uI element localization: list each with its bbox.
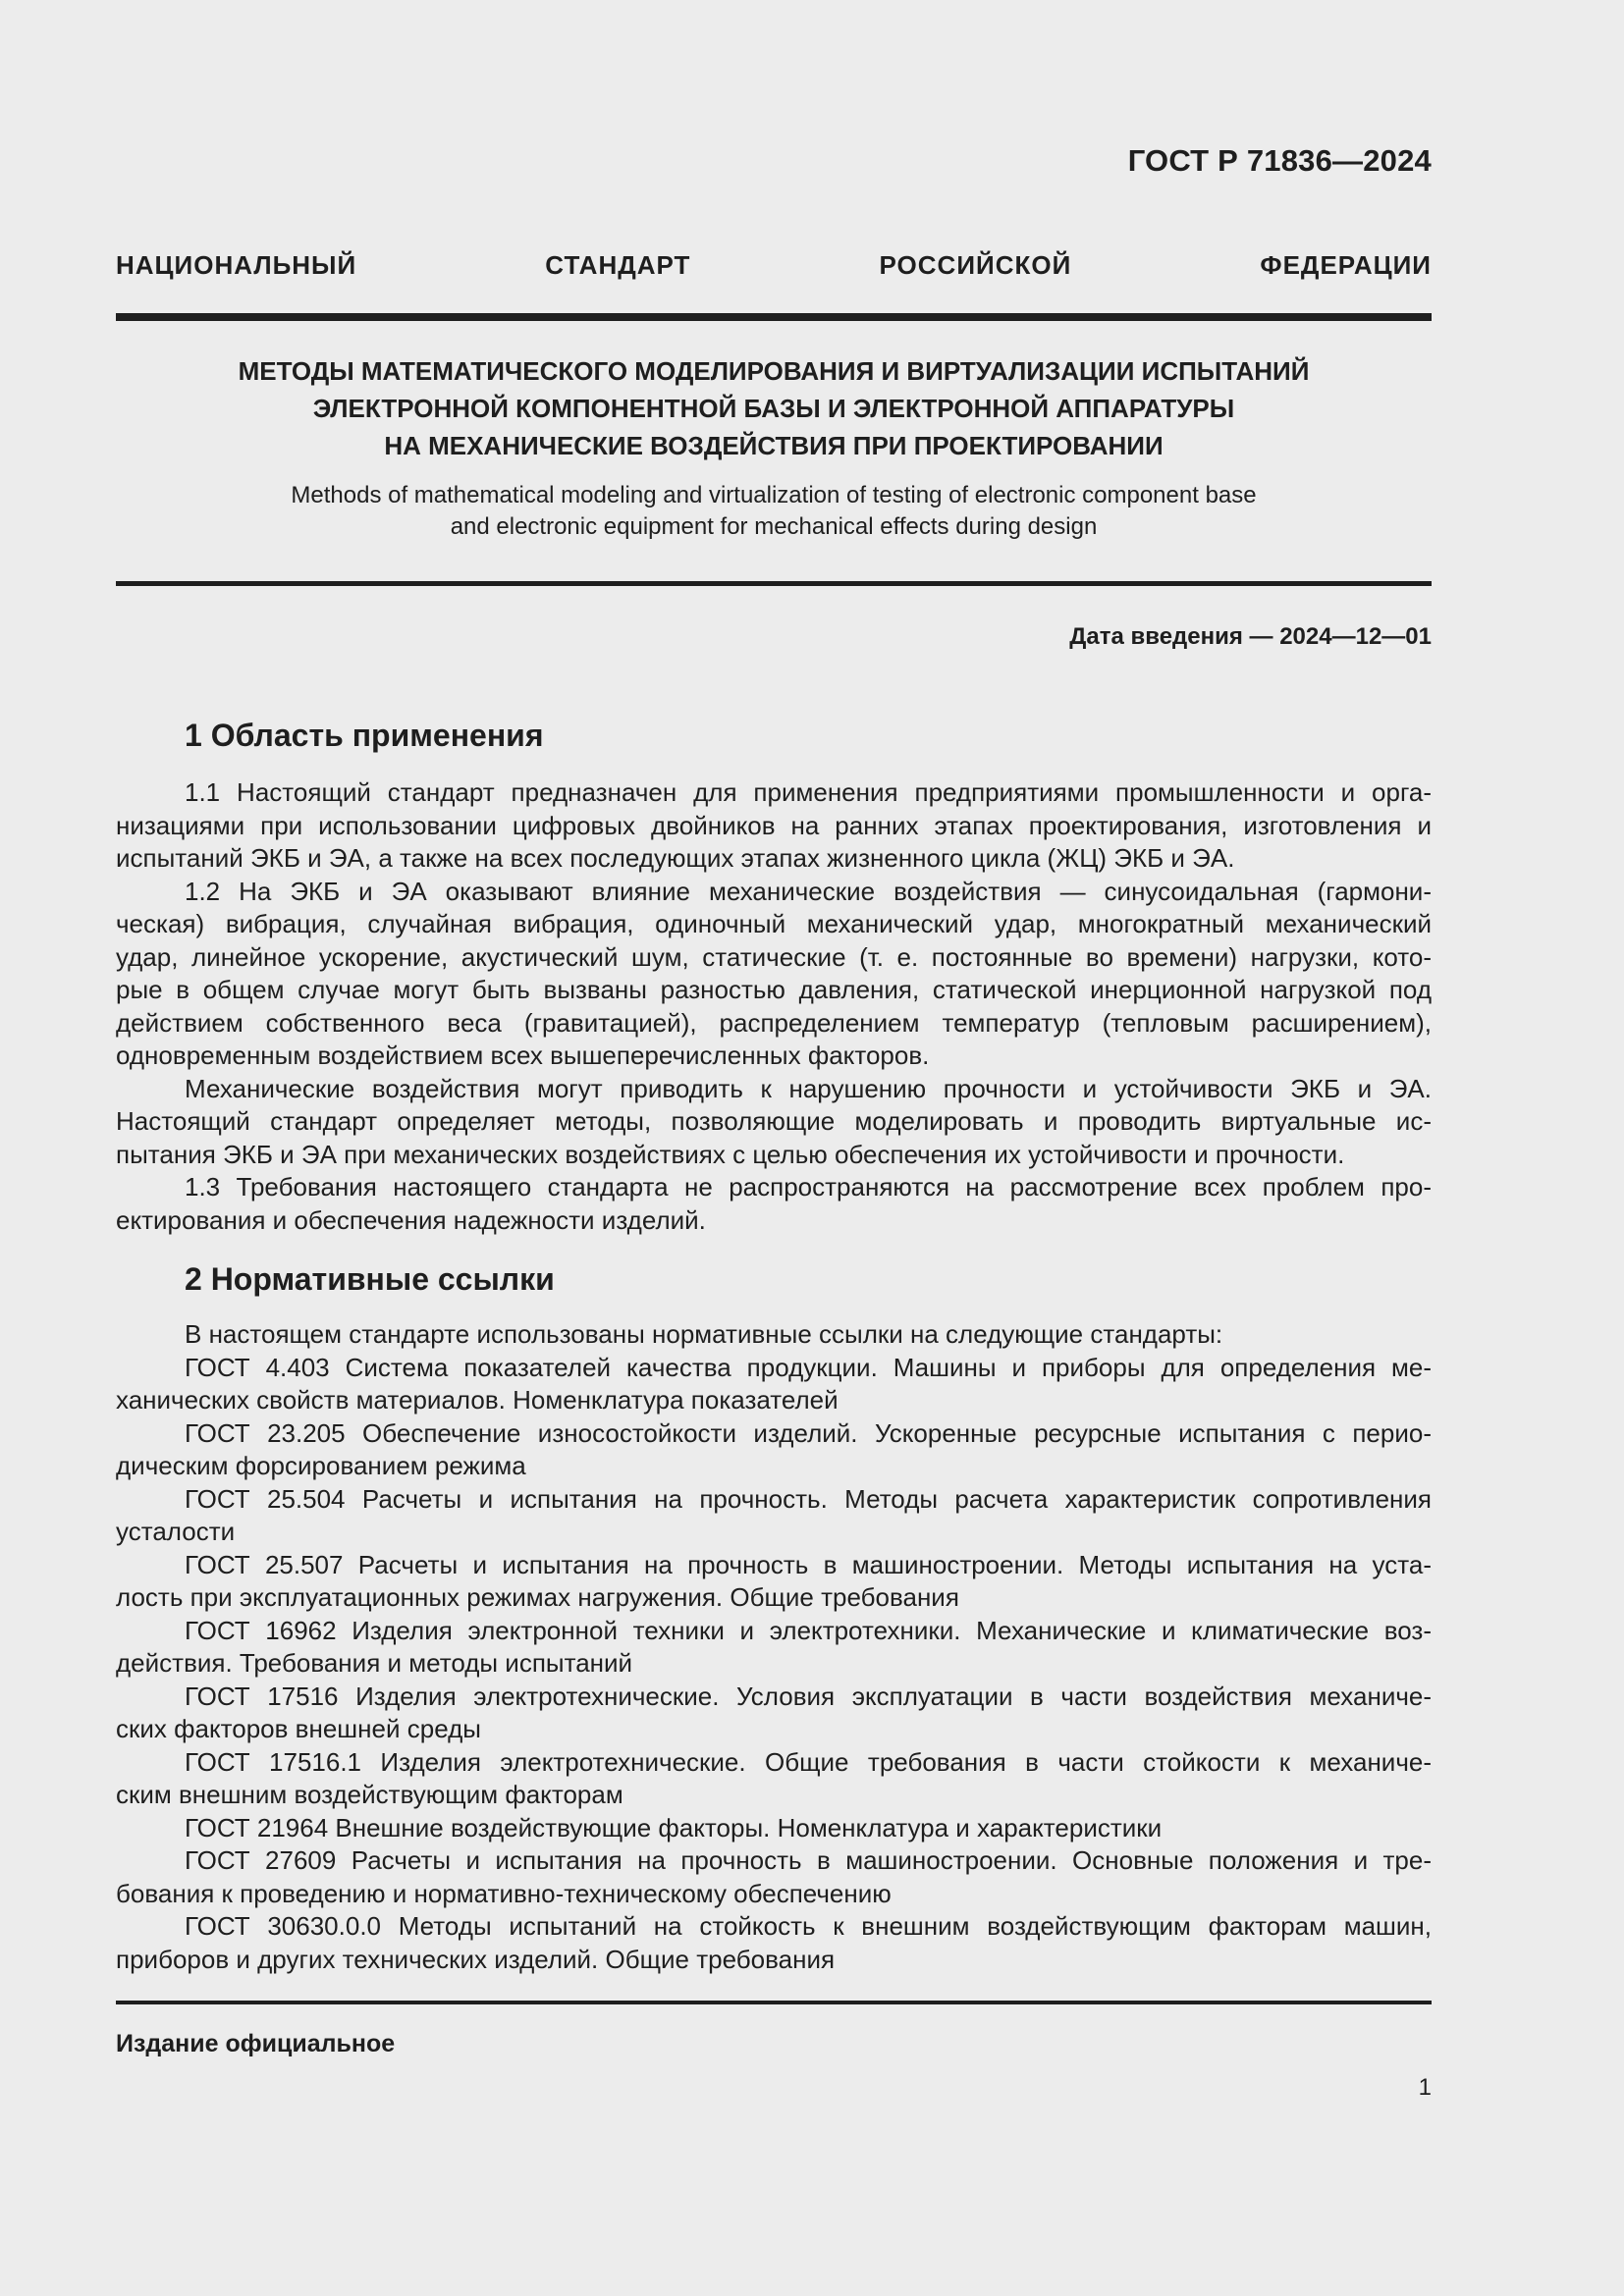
- national-standard-header: НАЦИОНАЛЬНЫЙ СТАНДАРТ РОССИЙСКОЙ ФЕДЕРАЦИИ: [116, 250, 1432, 280]
- text-line: усталости: [116, 1517, 236, 1546]
- text-line: ГОСТ 25.507 Расчеты и испытания на прочность в машиностроении. Методы испытания на уста-: [185, 1549, 1432, 1579]
- text-line: одновременным воздействием всех вышеперечисленных факторов.: [116, 1041, 930, 1070]
- text-line: рые в общем случае могут быть вызваны разностью давления, статической инерционной нагрузкой под: [116, 975, 1432, 1004]
- title-line: НА МЕХАНИЧЕСКИЕ ВОЗДЕЙСТВИЯ ПРИ ПРОЕКТИРОВАНИИ: [384, 431, 1164, 460]
- reference-gost-17516-1: [116, 1746, 1432, 1812]
- text-line: 1.3 Требования настоящего стандарта не распространяются на рассмотрение всех проблем про-: [185, 1172, 1432, 1201]
- paragraph-1-2: [116, 876, 1432, 1073]
- header-divider: [116, 313, 1432, 321]
- reference-gost-27609: [116, 1844, 1432, 1910]
- reference-gost-17516: [116, 1681, 1432, 1746]
- text-line: ГОСТ 23.205 Обеспечение износостойкости изделий. Ускоренные ресурсные испытания с перио-: [185, 1417, 1432, 1448]
- text-line: ГОСТ 17516 Изделия электротехнические. Условия эксплуатации в части воздействия механиче-: [185, 1681, 1432, 1711]
- paragraph-1-1: [116, 776, 1432, 876]
- title-en-line: Methods of mathematical modeling and virtualization of testing of electronic component base: [291, 482, 1257, 508]
- references-intro: [116, 1318, 1432, 1352]
- text-line: действием собственного веса (гравитацией), распределением температур (тепловым расширением),: [116, 1007, 1432, 1038]
- text-line: пытания ЭКБ и ЭА при механических воздействиях с целью обеспечения их устойчивости и прочности.: [116, 1139, 1345, 1169]
- reference-gost-30630-0-0: [116, 1910, 1432, 1976]
- footer-divider: [116, 2001, 1432, 2004]
- text-line: действия. Требования и методы испытаний: [116, 1648, 633, 1678]
- section-1-body: [116, 776, 1432, 1237]
- reference-gost-4-403: [116, 1352, 1432, 1417]
- text-line: ГОСТ 17516.1 Изделия электротехнические. Общие требования в части стойкости к механиче-: [185, 1746, 1432, 1777]
- text-line: Настоящий стандарт определяет методы, позволяющие моделировать и проводить виртуальные ис-: [116, 1106, 1432, 1136]
- text-line: 1.2 На ЭКБ и ЭА оказывают влияние механические воздействия — синусоидальная (гармони-: [185, 876, 1432, 906]
- introduction-date: Дата введения — 2024—12—01: [1069, 623, 1432, 650]
- text-line: ГОСТ 25.504 Расчеты и испытания на прочность. Методы расчета характеристик сопротивления: [185, 1483, 1432, 1514]
- text-line: приборов и других технических изделий. Общие требования: [116, 1944, 836, 1974]
- reference-gost-21964: [116, 1812, 1432, 1845]
- reference-gost-25-507: [116, 1549, 1432, 1615]
- reference-gost-25-504: [116, 1483, 1432, 1549]
- text-line: бования к проведению и нормативно-техническому обеспечению: [116, 1878, 892, 1908]
- title-en-line: and electronic equipment for mechanical effects during design: [450, 513, 1098, 540]
- text-line: испытаний ЭКБ и ЭА, а также на всех последующих этапах жизненного цикла (ЖЦ) ЭКБ и ЭА.: [116, 843, 1235, 873]
- reference-gost-16962: [116, 1615, 1432, 1681]
- text-line: Механические воздействия могут приводить к нарушению прочности и устойчивости ЭКБ и ЭА.: [185, 1073, 1432, 1103]
- section-2-body: [116, 1318, 1432, 1976]
- text-line: лость при эксплуатационных режимах нагружения. Общие требования: [116, 1582, 959, 1612]
- official-edition-label: Издание официальное: [116, 2030, 396, 2057]
- section-2-title: 2 Нормативные ссылки: [185, 1261, 555, 1297]
- title-divider: [116, 581, 1432, 586]
- reference-gost-23-205: [116, 1417, 1432, 1483]
- text-line: ских факторов внешней среды: [116, 1714, 481, 1743]
- title-line: ЭЛЕКТРОННОЙ КОМПОНЕНТНОЙ БАЗЫ И ЭЛЕКТРОННОЙ АППАРАТУРЫ: [312, 394, 1235, 423]
- text-line: ГОСТ 27609 Расчеты и испытания на прочность в машиностроении. Основные положения и тре-: [185, 1845, 1432, 1875]
- text-line: ГОСТ 16962 Изделия электронной техники и электротехники. Механические и климатические воз-: [185, 1615, 1432, 1645]
- text-line: ГОСТ 21964 Внешние воздействующие факторы. Номенклатура и характеристики: [185, 1812, 1163, 1842]
- text-line: удар, линейное ускорение, акустический шум, статические (т. е. постоянные во времени) нагрузки, кото-: [116, 941, 1432, 972]
- text-line: низациями при использовании цифровых двойников на ранних этапах проектирования, изготовления и: [116, 810, 1432, 840]
- paragraph-1-3: [116, 1171, 1432, 1237]
- text-line: ГОСТ 30630.0.0 Методы испытаний на стойкость к внешним воздействующим факторам машин,: [185, 1911, 1432, 1941]
- document-title-russian: [116, 352, 1432, 464]
- text-line: В настоящем стандарте использованы нормативные ссылки на следующие стандарты:: [185, 1319, 1223, 1349]
- section-1-title: 1 Область применения: [185, 718, 544, 753]
- text-line: ческая) вибрация, случайная вибрация, одиночный механический удар, многократный механический: [116, 909, 1432, 938]
- document-title-english: [116, 480, 1432, 543]
- paragraph-mechanical-effects: [116, 1073, 1432, 1172]
- text-line: 1.1 Настоящий стандарт предназначен для применения предприятиями промышленности и орга-: [185, 777, 1432, 807]
- text-line: ГОСТ 4.403 Система показателей качества продукции. Машины и приборы для определения ме-: [185, 1352, 1432, 1382]
- standard-number: ГОСТ Р 71836—2024: [1127, 143, 1432, 178]
- page-number: 1: [1418, 2074, 1432, 2101]
- text-line: ханических свойств материалов. Номенклатура показателей: [116, 1385, 839, 1415]
- text-line: дическим форсированием режима: [116, 1451, 526, 1480]
- title-line: МЕТОДЫ МАТЕМАТИЧЕСКОГО МОДЕЛИРОВАНИЯ И ВИРТУАЛИЗАЦИИ ИСПЫТАНИЙ: [238, 356, 1310, 386]
- text-line: ским внешним воздействующим факторам: [116, 1780, 623, 1809]
- text-line: ектирования и обеспечения надежности изделий.: [116, 1204, 706, 1235]
